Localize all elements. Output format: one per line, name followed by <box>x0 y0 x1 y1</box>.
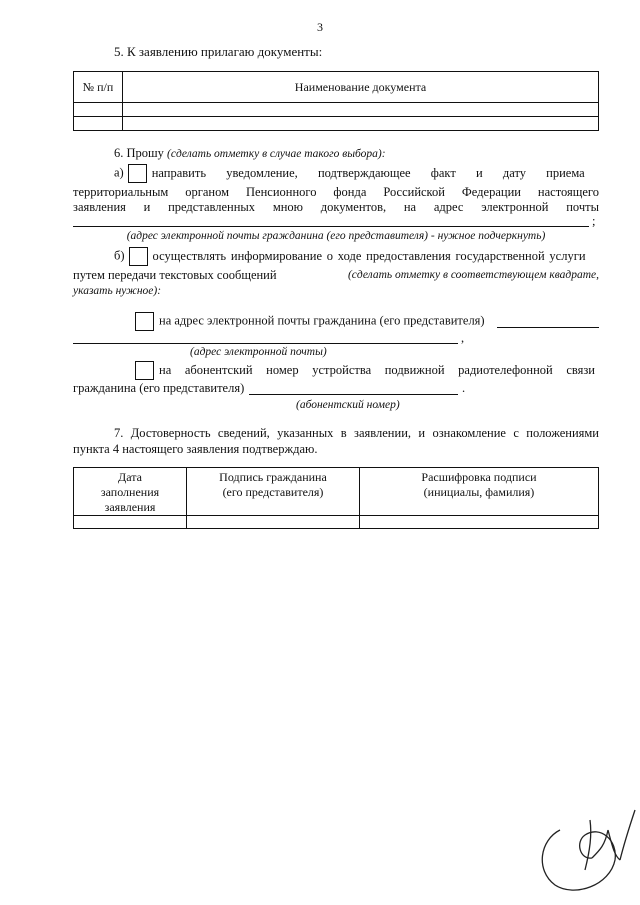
phone-option-text-2: гражданина (его представителя) <box>73 381 245 395</box>
option-a-text-3: заявления и представленных мною документов, на адрес электронной почты <box>73 200 599 214</box>
option-b-label: б) <box>114 248 125 263</box>
email-address-line-a[interactable] <box>73 226 589 227</box>
section-6-title: 6. Прошу <box>114 146 164 160</box>
signature-cell[interactable] <box>187 516 360 529</box>
table-row[interactable] <box>74 117 599 131</box>
option-a-end: ; <box>592 214 596 228</box>
email-end: , <box>461 331 465 345</box>
option-b-text-2 <box>73 268 599 284</box>
email-option-checkbox[interactable] <box>135 312 154 331</box>
name-decoding-cell[interactable] <box>360 516 599 529</box>
col-document-name-header: Наименование документа <box>123 72 599 103</box>
option-a-checkbox[interactable] <box>128 164 147 183</box>
phone-caption: (абонентский номер) <box>296 399 400 411</box>
col-number-header: № п/п <box>74 72 123 103</box>
table-row[interactable] <box>74 516 599 529</box>
name-decoding-header-line: Расшифровка подписи <box>421 470 537 484</box>
table-cell[interactable] <box>123 103 599 117</box>
email-input-line-1[interactable] <box>497 327 599 328</box>
attached-documents-table <box>73 71 599 131</box>
option-b-checkbox[interactable] <box>129 247 148 266</box>
date-header-line: заполнения <box>100 485 160 499</box>
section-7-text-1: 7. Достоверность сведений, указанных в заявлении, и ознакомление с положениями <box>114 426 599 440</box>
section-7-text-2: пункта 4 настоящего заявления подтверждаю. <box>73 442 318 456</box>
table-row[interactable] <box>74 103 599 117</box>
handwritten-signature-icon <box>530 800 640 900</box>
date-header-line: Дата <box>118 470 142 484</box>
section-6-note: (сделать отметку в случае такого выбора): <box>167 148 386 160</box>
email-input-line-2[interactable] <box>73 343 458 344</box>
option-b-text-1: осуществлять информирование о ходе предоставления государственной услуги <box>152 248 586 263</box>
table-cell[interactable] <box>74 103 123 117</box>
section-7-line-1 <box>114 426 599 442</box>
name-decoding-header-line: (инициалы, фамилия) <box>423 485 535 499</box>
signature-header-line: (его представителя) <box>222 485 324 499</box>
option-b-line1 <box>114 247 599 266</box>
name-decoding-header <box>360 468 599 516</box>
option-a-text-2: территориальным органом Пенсионного фонда Российской Федерации настоящего <box>73 185 599 199</box>
email-caption: (адрес электронной почты) <box>190 346 327 358</box>
page-number: 3 <box>317 20 323 34</box>
option-b-text-2-note: (сделать отметку в соответствующем квадрате, <box>347 269 599 281</box>
date-header-line: заявления <box>104 500 156 514</box>
section-6-heading <box>114 146 386 162</box>
option-a-caption: (адрес электронной почты гражданина (его представителя) - нужное подчеркнуть) <box>126 230 546 242</box>
phone-input-line[interactable] <box>249 394 458 395</box>
table-cell[interactable] <box>123 117 599 131</box>
phone-option-text-1: на абонентский номер устройства подвижной радиотелефонной связи <box>159 362 595 377</box>
date-header <box>74 468 187 516</box>
option-b-text-3: указать нужное): <box>73 285 162 297</box>
email-option-label: на адрес электронной почты гражданина (его представителя) <box>159 313 485 328</box>
table-header-row <box>74 72 599 103</box>
phone-option-checkbox[interactable] <box>135 361 154 380</box>
section-5-heading: 5. К заявлению прилагаю документы: <box>114 44 323 59</box>
email-option-row <box>135 312 485 331</box>
signature-header <box>187 468 360 516</box>
option-a-label: а) <box>114 165 124 180</box>
table-cell[interactable] <box>74 117 123 131</box>
signature-table <box>73 467 599 529</box>
option-a-line1 <box>114 164 599 183</box>
signature-header-row <box>74 468 599 516</box>
option-a-text-1: направить уведомление, подтверждающее факт и дату приема <box>151 165 585 180</box>
date-cell[interactable] <box>74 516 187 529</box>
option-b-text-2-main: путем передачи текстовых сообщений <box>73 268 277 282</box>
phone-end: . <box>462 381 466 395</box>
signature-header-line: Подпись гражданина <box>219 470 327 484</box>
phone-option-row <box>135 361 599 380</box>
